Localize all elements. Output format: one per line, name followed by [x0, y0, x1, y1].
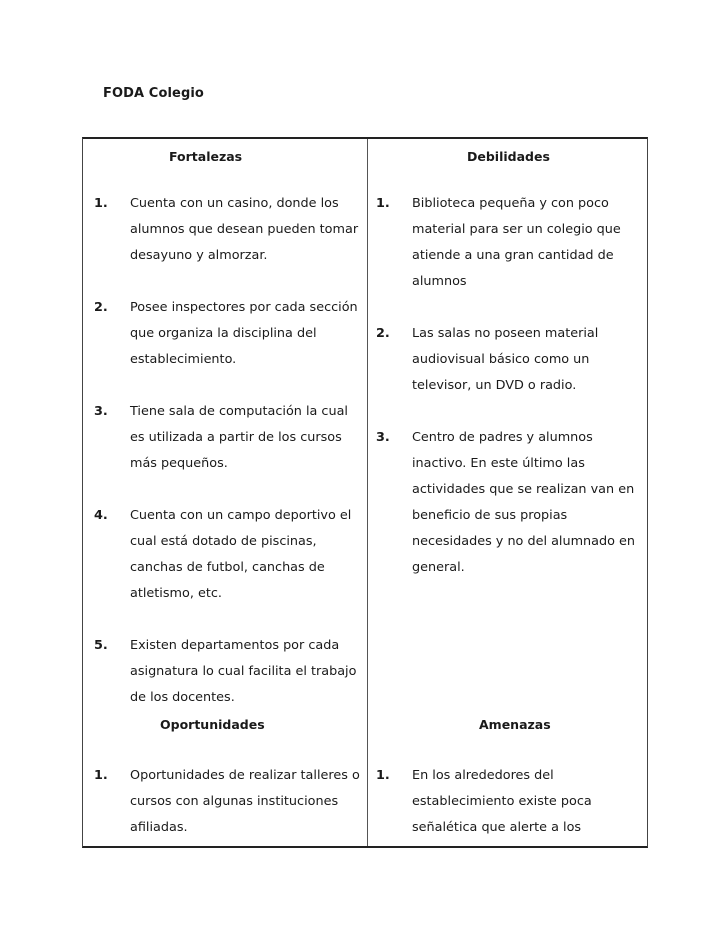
- item-number: 1.: [376, 196, 390, 211]
- debilidad-item-1: [376, 191, 644, 295]
- item-text: Biblioteca pequeña y con poco material para ser un colegio que atiende a una gran cantidad de alumnos: [412, 196, 621, 289]
- foda-table: [82, 137, 648, 848]
- header-debilidades: Debilidades: [467, 149, 550, 164]
- item-text: Oportunidades de realizar talleres o cursos con algunas instituciones afiliadas.: [130, 768, 360, 835]
- item-text: Tiene sala de computación la cual es utilizada a partir de los cursos más pequeños.: [130, 404, 348, 471]
- item-number: 3.: [376, 430, 390, 445]
- fortaleza-item-2: [94, 295, 362, 373]
- document-title: FODA Colegio: [103, 86, 204, 101]
- item-number: 2.: [94, 300, 108, 315]
- item-text: Centro de padres y alumnos inactivo. En este último las actividades que se realizan van en beneficio de sus propias necesidades y no del alumnado en general.: [412, 430, 636, 575]
- fortaleza-item-5: [94, 633, 362, 711]
- fortaleza-item-3: [94, 399, 362, 477]
- item-text: En los alrededores del establecimiento existe poca señalética que alerte a los: [412, 768, 592, 835]
- oportunidad-item-1: [94, 763, 362, 841]
- item-number: 5.: [94, 638, 108, 653]
- item-text: Cuenta con un casino, donde los alumnos que desean pueden tomar desayuno y almorzar.: [130, 196, 359, 263]
- item-number: 4.: [94, 508, 108, 523]
- debilidad-item-3: [376, 425, 644, 581]
- header-fortalezas: Fortalezas: [169, 149, 243, 164]
- item-number: 2.: [376, 326, 390, 341]
- header-amenazas: Amenazas: [479, 717, 551, 732]
- item-number: 1.: [376, 768, 390, 783]
- item-text: Las salas no poseen material audiovisual básico como un televisor, un DVD o radio.: [412, 326, 599, 393]
- header-oportunidades: Oportunidades: [160, 717, 265, 732]
- item-text: Cuenta con un campo deportivo el cual está dotado de piscinas, canchas de futbol, canchas de atletismo, etc.: [130, 508, 352, 601]
- amenaza-item-1: [376, 763, 644, 841]
- item-text: Existen departamentos por cada asignatura lo cual facilita el trabajo de los docentes.: [130, 638, 357, 705]
- fortaleza-item-1: [94, 191, 362, 269]
- fortaleza-item-4: [94, 503, 362, 607]
- item-number: 1.: [94, 196, 108, 211]
- item-text: Posee inspectores por cada sección que organiza la disciplina del establecimiento.: [130, 300, 358, 367]
- item-number: 1.: [94, 768, 108, 783]
- column-divider: [367, 139, 368, 846]
- debilidad-item-2: [376, 321, 644, 399]
- item-number: 3.: [94, 404, 108, 419]
